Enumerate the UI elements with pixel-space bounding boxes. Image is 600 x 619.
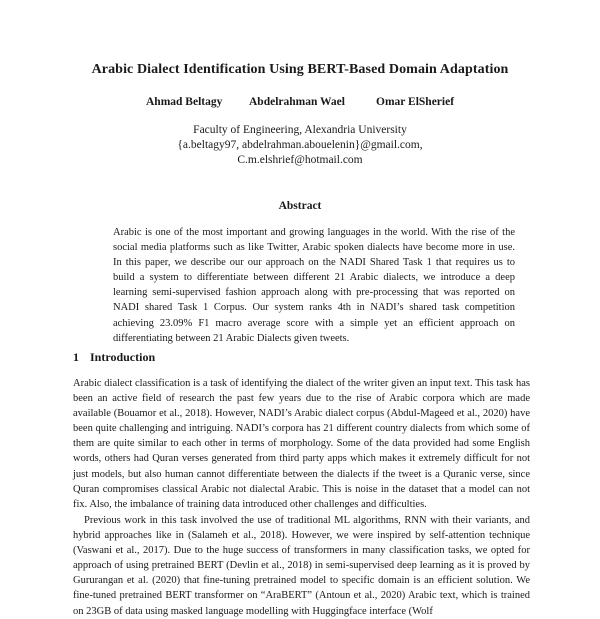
section-number: 1 <box>73 350 79 364</box>
section-heading <box>73 350 155 365</box>
section-title: Introduction <box>90 350 156 364</box>
author-name: Ahmad Beltagy <box>146 96 223 108</box>
author-emails-secondary: C.m.elshrief@hotmail.com <box>237 154 363 166</box>
paper-title: Arabic Dialect Identification Using BERT-Based Domain Adaptation <box>91 62 509 77</box>
author-name: Abdelrahman Wael <box>249 96 345 108</box>
abstract-text: Arabic is one of the most important and growing languages in the world. With the rise of the social media platforms such as like Twitter, Arabic spoken dialects have become more in use. In this paper, we describe our our approach on the NADI Shared Task 1 that requires us to build a system to differentiate between different 21 Arabic dialects, we introduce a deep learning semi-supervised fashion approach along with pre-processing that was reported on NADI shared Task 1 Corpus. Our system ranks 4th in NADI’s shared task competition achieving 23.09% F1 macro average score with a simple yet an efficient approach on differentiating between 21 Arabic Dialects given tweets. <box>113 227 515 344</box>
body-paragraph: Previous work in this task involved the use of traditional ML algorithms, RNN with their variants, and hybrid approaches like in (Salameh et al., 2018). However, we were inspired by self-attention technique (Vaswani et al., 2017). Due to the huge success of transformers in many classification tasks, we opted for approach of using pretrained BERT (Devlin et al., 2018) in semi-supervised deep learning as it is proved by Gururangan et al. (2020) that fine-tuning pretrained model to specific domain is an efficient solution. We fine-tuned pretrained BERT transformer on “AraBERT” (Antoun et al., 2020) Arabic text, which is trained on 23GB of data using masked language modelling with Huggingface interface (Wolf <box>73 515 530 617</box>
author-name: Omar ElSherief <box>376 96 455 108</box>
body-paragraph: Arabic dialect classification is a task of identifying the dialect of the writer given an input text. This task has been an active field of research the past few years due to the rise of Arabic corpora which are made available (Bouamor et al., 2018). However, NADI’s Arabic dialect corpus (Abdul-Mageed et al., 2020) have been quite challenging and intriguing. NADI’s corpora has 21 different country dialects from which some of them are quite similar to each other in terms of morphology. Some of the data provided had some English words, others had Quran verses generated from third party apps which makes it extremely difficult for not just models, but also human cannot differentiate between the dialects if the tweet is a Quranic verse, since Quran compromises classical Arabic not dialectal Arabic. This is noise in the dataset that a model can not fix. Also, the imbalance of training data introduced other challenges and difficulties. <box>73 378 530 510</box>
abstract-heading: Abstract <box>278 200 322 212</box>
affiliation: Faculty of Engineering, Alexandria University <box>193 124 407 136</box>
author-emails: {a.beltagy97, abdelrahman.abouelenin}@gmail.com, <box>177 139 423 151</box>
